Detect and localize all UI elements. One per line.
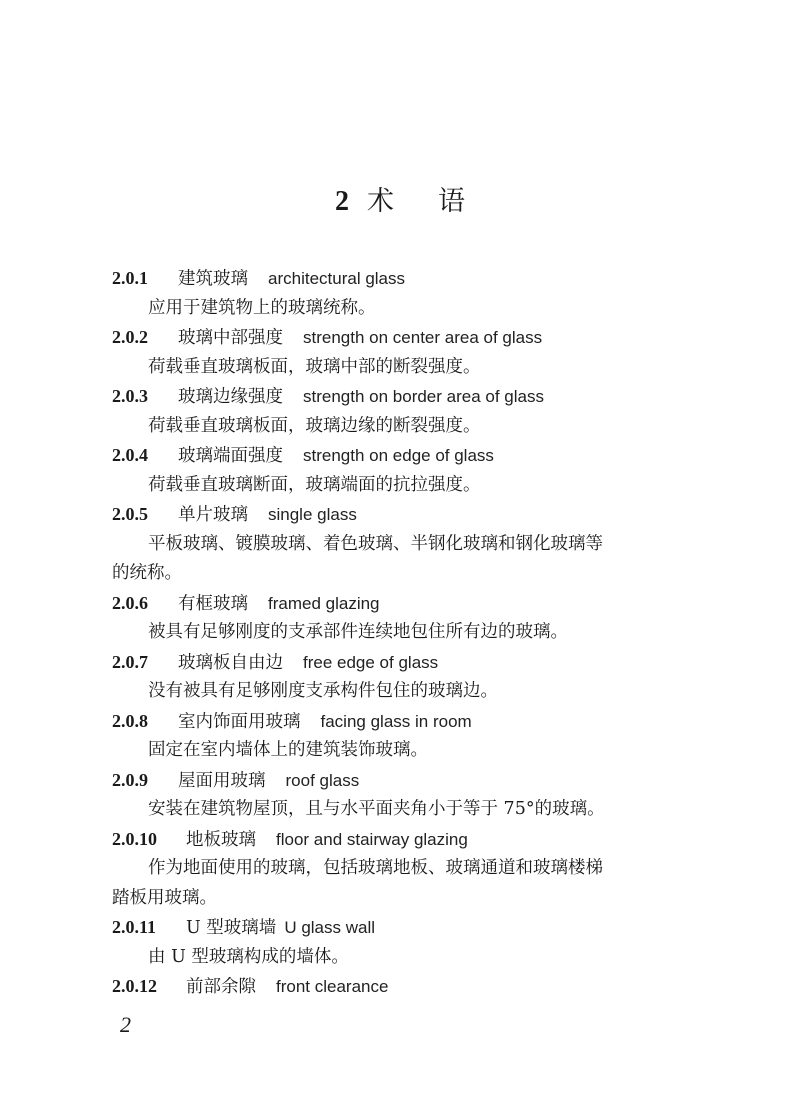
term-number: 2.0.12 bbox=[112, 976, 157, 996]
term-number: 2.0.11 bbox=[112, 917, 157, 937]
term-chinese: 单片玻璃 bbox=[178, 505, 248, 525]
term-chinese: 地板玻璃 bbox=[186, 829, 256, 850]
term-definition: 荷载垂直玻璃板面，玻璃中部的断裂强度。 bbox=[148, 356, 481, 377]
terms-list bbox=[112, 264, 672, 1002]
chapter-number: 2 bbox=[335, 186, 349, 217]
term-number: 2.0.10 bbox=[112, 828, 157, 849]
term-english: facing glass in room bbox=[320, 711, 472, 731]
term-chinese: 有框玻璃 bbox=[178, 593, 248, 614]
term-chinese: 屋面用玻璃 bbox=[178, 770, 266, 791]
term-english: strength on center area of glass bbox=[303, 328, 543, 347]
term-heading bbox=[112, 264, 672, 294]
term-definition: 应用于建筑物上的玻璃统称。 bbox=[148, 297, 376, 318]
term-english: roof glass bbox=[285, 770, 360, 790]
term-english: front clearance bbox=[276, 977, 389, 996]
term-chinese: U 型玻璃墙 bbox=[186, 918, 277, 938]
term-chinese: 室内饰面用玻璃 bbox=[178, 711, 301, 732]
term-chinese: 玻璃中部强度 bbox=[178, 328, 283, 348]
term-number: 2.0.8 bbox=[112, 710, 148, 731]
term-definition-continued: 踏板用玻璃。 bbox=[112, 887, 217, 908]
term-chinese: 玻璃板自由边 bbox=[178, 652, 283, 673]
chapter-title bbox=[0, 184, 800, 220]
chapter-title-char-2: 语 bbox=[438, 186, 465, 217]
term-heading bbox=[112, 589, 672, 619]
term-definition: 作为地面使用的玻璃，包括玻璃地板、玻璃通道和玻璃楼梯 bbox=[148, 858, 603, 878]
term-chinese: 建筑玻璃 bbox=[178, 269, 248, 289]
term-chinese: 玻璃边缘强度 bbox=[178, 387, 283, 407]
term-definition-continued: 的统称。 bbox=[112, 563, 182, 583]
term-heading bbox=[112, 323, 672, 353]
term-number: 2.0.3 bbox=[112, 386, 148, 406]
term-english: U glass wall bbox=[284, 918, 376, 937]
term-number: 2.0.1 bbox=[112, 268, 148, 288]
term-number: 2.0.4 bbox=[112, 445, 148, 465]
term-english: strength on edge of glass bbox=[303, 446, 494, 465]
term-chinese: 前部余隙 bbox=[186, 977, 256, 997]
term-definition: 平板玻璃、镀膜玻璃、着色玻璃、半钢化玻璃和钢化玻璃等 bbox=[148, 533, 603, 554]
page-number: 2 bbox=[120, 1012, 131, 1037]
term-heading bbox=[112, 441, 672, 471]
term-number: 2.0.6 bbox=[112, 592, 148, 613]
term-number: 2.0.2 bbox=[112, 327, 148, 347]
term-heading bbox=[112, 913, 672, 943]
term-heading bbox=[112, 707, 672, 737]
term-heading bbox=[112, 825, 672, 855]
term-definition: 荷载垂直玻璃断面，玻璃端面的抗拉强度。 bbox=[148, 474, 481, 495]
term-number: 2.0.7 bbox=[112, 651, 148, 672]
term-heading bbox=[112, 766, 672, 796]
term-heading bbox=[112, 648, 672, 678]
term-english: framed glazing bbox=[268, 593, 380, 613]
term-definition: 安装在建筑物屋顶，且与水平面夹角小于等于 75°的玻璃。 bbox=[148, 799, 605, 819]
term-heading bbox=[112, 500, 672, 530]
term-heading bbox=[112, 972, 672, 1002]
term-chinese: 玻璃端面强度 bbox=[178, 446, 283, 466]
term-english: strength on border area of glass bbox=[303, 387, 544, 406]
term-english: architectural glass bbox=[268, 269, 406, 288]
term-heading bbox=[112, 382, 672, 412]
chapter-title-char-1: 术 bbox=[367, 186, 394, 217]
term-number: 2.0.9 bbox=[112, 769, 148, 790]
term-english: free edge of glass bbox=[303, 652, 439, 672]
term-definition: 固定在室内墙体上的建筑装饰玻璃。 bbox=[148, 740, 428, 760]
term-number: 2.0.5 bbox=[112, 504, 148, 524]
term-english: floor and stairway glazing bbox=[276, 829, 468, 849]
term-definition: 荷载垂直玻璃板面，玻璃边缘的断裂强度。 bbox=[148, 415, 481, 436]
term-definition: 被具有足够刚度的支承部件连续地包住所有边的玻璃。 bbox=[148, 622, 568, 642]
term-definition: 没有被具有足够刚度支承构件包住的玻璃边。 bbox=[148, 681, 498, 701]
term-english: single glass bbox=[268, 505, 357, 524]
term-definition: 由 U 型玻璃构成的墙体。 bbox=[148, 946, 349, 967]
